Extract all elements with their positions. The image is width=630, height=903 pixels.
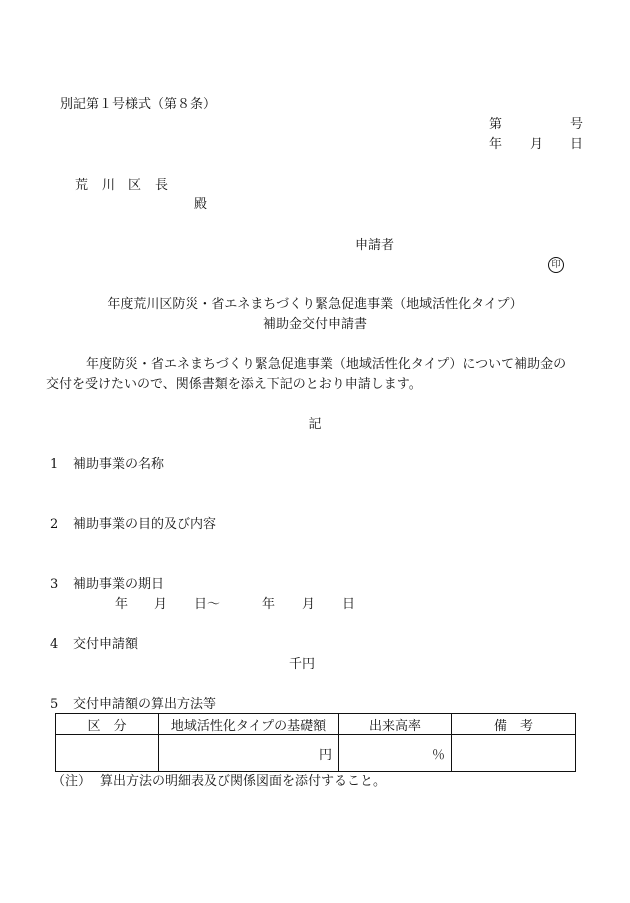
ki-heading: 記 (308, 417, 322, 432)
item-5-label: 交付申請額の算出方法等 (73, 697, 217, 712)
period-end-month: 月 (302, 597, 316, 612)
form-label: 別記第１号様式（第８条） (60, 97, 217, 112)
date-day: 日 (570, 137, 584, 152)
note-label: （注） (52, 774, 92, 789)
seal-mark: 印 (548, 257, 564, 273)
item-1-label: 補助事業の名称 (73, 457, 165, 472)
title-line-1: 年度荒川区防災・省エネまちづくり緊急促進事業（地域活性化タイプ） (107, 297, 523, 312)
body-line-1: 年度防災・省エネまちづくり緊急促進事業（地域活性化タイプ）について補助金の (86, 357, 567, 372)
cell-base-amount[interactable]: 円 (159, 735, 339, 772)
date-year: 年 (489, 137, 503, 152)
item-1-num: 1 (50, 457, 59, 472)
title-line-2: 補助金交付申請書 (262, 317, 367, 332)
table-row (56, 735, 576, 772)
number-dai: 第 (489, 117, 503, 132)
item-5-num: 5 (50, 697, 59, 712)
addressee-char-4: 長 (155, 178, 169, 193)
period-start-day: 日～ (194, 597, 221, 612)
period-start-year: 年 (115, 597, 129, 612)
cell-completion-rate[interactable]: ％ (339, 735, 452, 772)
body-line-2: 交付を受けたいので、関係書類を添え下記のとおり申請します。 (46, 377, 422, 392)
header-remarks: 備 考 (452, 714, 576, 735)
addressee-char-3: 区 (128, 178, 142, 193)
amount-unit: 千円 (289, 657, 316, 672)
item-2-label: 補助事業の目的及び内容 (73, 517, 217, 532)
table-header-row (56, 714, 576, 735)
period-end-day: 日 (342, 597, 356, 612)
header-completion-rate: 出来高率 (339, 714, 452, 735)
calculation-table (55, 713, 576, 772)
item-3-num: 3 (50, 577, 59, 592)
item-2-num: 2 (50, 517, 59, 532)
addressee-char-2: 川 (102, 178, 116, 193)
item-3-label: 補助事業の期日 (73, 577, 165, 592)
header-base-amount: 地域活性化タイプの基礎額 (159, 714, 339, 735)
date-month: 月 (530, 137, 544, 152)
item-4-label: 交付申請額 (73, 637, 139, 652)
honorific: 殿 (194, 197, 208, 212)
cell-remarks[interactable] (452, 735, 576, 772)
period-end-year: 年 (262, 597, 276, 612)
number-go: 号 (570, 117, 584, 132)
header-category: 区 分 (56, 714, 159, 735)
addressee-char-1: 荒 (75, 178, 89, 193)
period-start-month: 月 (154, 597, 168, 612)
item-4-num: 4 (50, 637, 59, 652)
cell-category[interactable] (56, 735, 159, 772)
applicant-label: 申請者 (355, 238, 395, 253)
note-text: 算出方法の明細表及び関係図面を添付すること。 (100, 774, 387, 789)
